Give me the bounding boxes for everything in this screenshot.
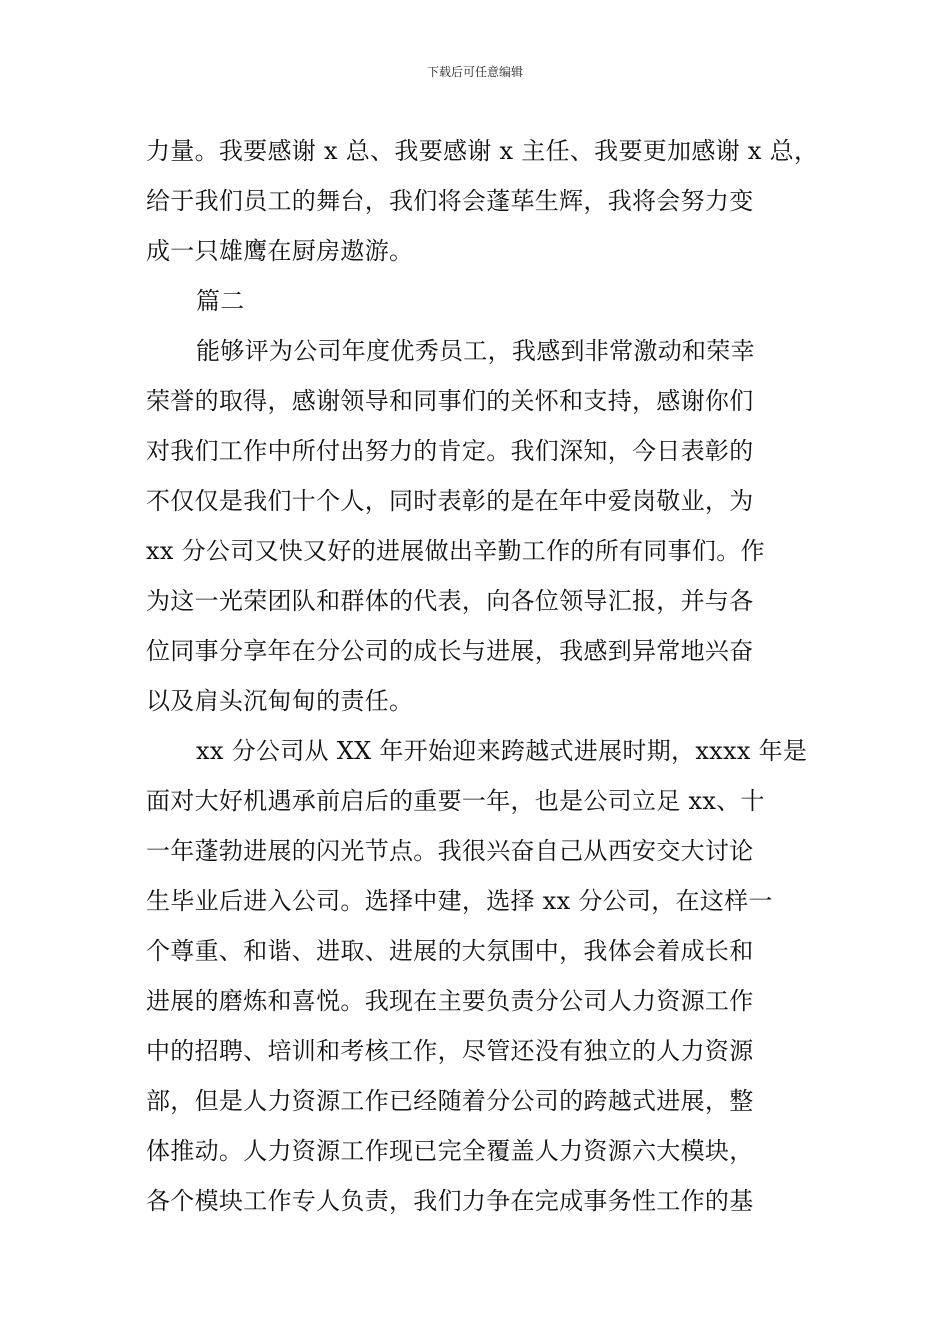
text-line: 为这一光荣团队和群体的代表，向各位领导汇报，并与各 — [146, 587, 754, 615]
text-line: 对我们工作中所付出努力的肯定。我们深知，今日表彰的 — [146, 437, 754, 465]
text-line: 体推动。人力资源工作现已完全覆盖人力资源六大模块， — [146, 1137, 754, 1165]
text-line: xx 分公司从 XX 年开始迎来跨越式进展时期，xxxx 年是 — [196, 737, 808, 765]
text-line: 个尊重、和谐、进取、进展的大氛围中，我体会着成长和 — [146, 937, 754, 965]
text-line: 篇二 — [196, 287, 245, 315]
text-line: 中的招聘、培训和考核工作，尽管还没有独立的人力资源 — [146, 1037, 754, 1065]
text-line: 荣誉的取得，感谢领导和同事们的关怀和支持，感谢你们 — [146, 387, 754, 415]
text-line: 力量。我要感谢 x 总、我要感谢 x 主任、我要更加感谢 x 总， — [146, 137, 819, 165]
text-line: 成一只雄鹰在厨房遨游。 — [146, 237, 414, 265]
page-header: 下载后可任意编辑 — [426, 65, 523, 79]
text-line: 不仅仅是我们十个人，同时表彰的是在年中爱岗敬业，为 — [146, 487, 754, 515]
text-line: 各个模块工作专人负责，我们力争在完成事务性工作的基 — [146, 1187, 754, 1215]
text-line: 以及肩头沉甸甸的责任。 — [146, 687, 414, 715]
text-line: 面对大好机遇承前启后的重要一年，也是公司立足 xx、十 — [146, 787, 765, 815]
text-line: 部，但是人力资源工作已经随着分公司的跨越式进展，整 — [146, 1087, 754, 1115]
text-line: 给于我们员工的舞台，我们将会蓬荜生辉，我将会努力变 — [146, 187, 754, 215]
document-body — [146, 126, 846, 1226]
text-line: 能够评为公司年度优秀员工，我感到非常激动和荣幸 — [196, 337, 755, 365]
text-line: 位同事分享年在分公司的成长与进展，我感到异常地兴奋 — [146, 637, 754, 665]
text-line: 生毕业后进入公司。选择中建，选择 xx 分公司，在这样一 — [146, 887, 773, 915]
text-line: 一年蓬勃进展的闪光节点。我很兴奋自己从西安交大讨论 — [146, 837, 754, 865]
text-line: 进展的磨炼和喜悦。我现在主要负责分公司人力资源工作 — [146, 987, 754, 1015]
text-line: xx 分公司又快又好的进展做出辛勤工作的所有同事们。作 — [146, 537, 765, 565]
